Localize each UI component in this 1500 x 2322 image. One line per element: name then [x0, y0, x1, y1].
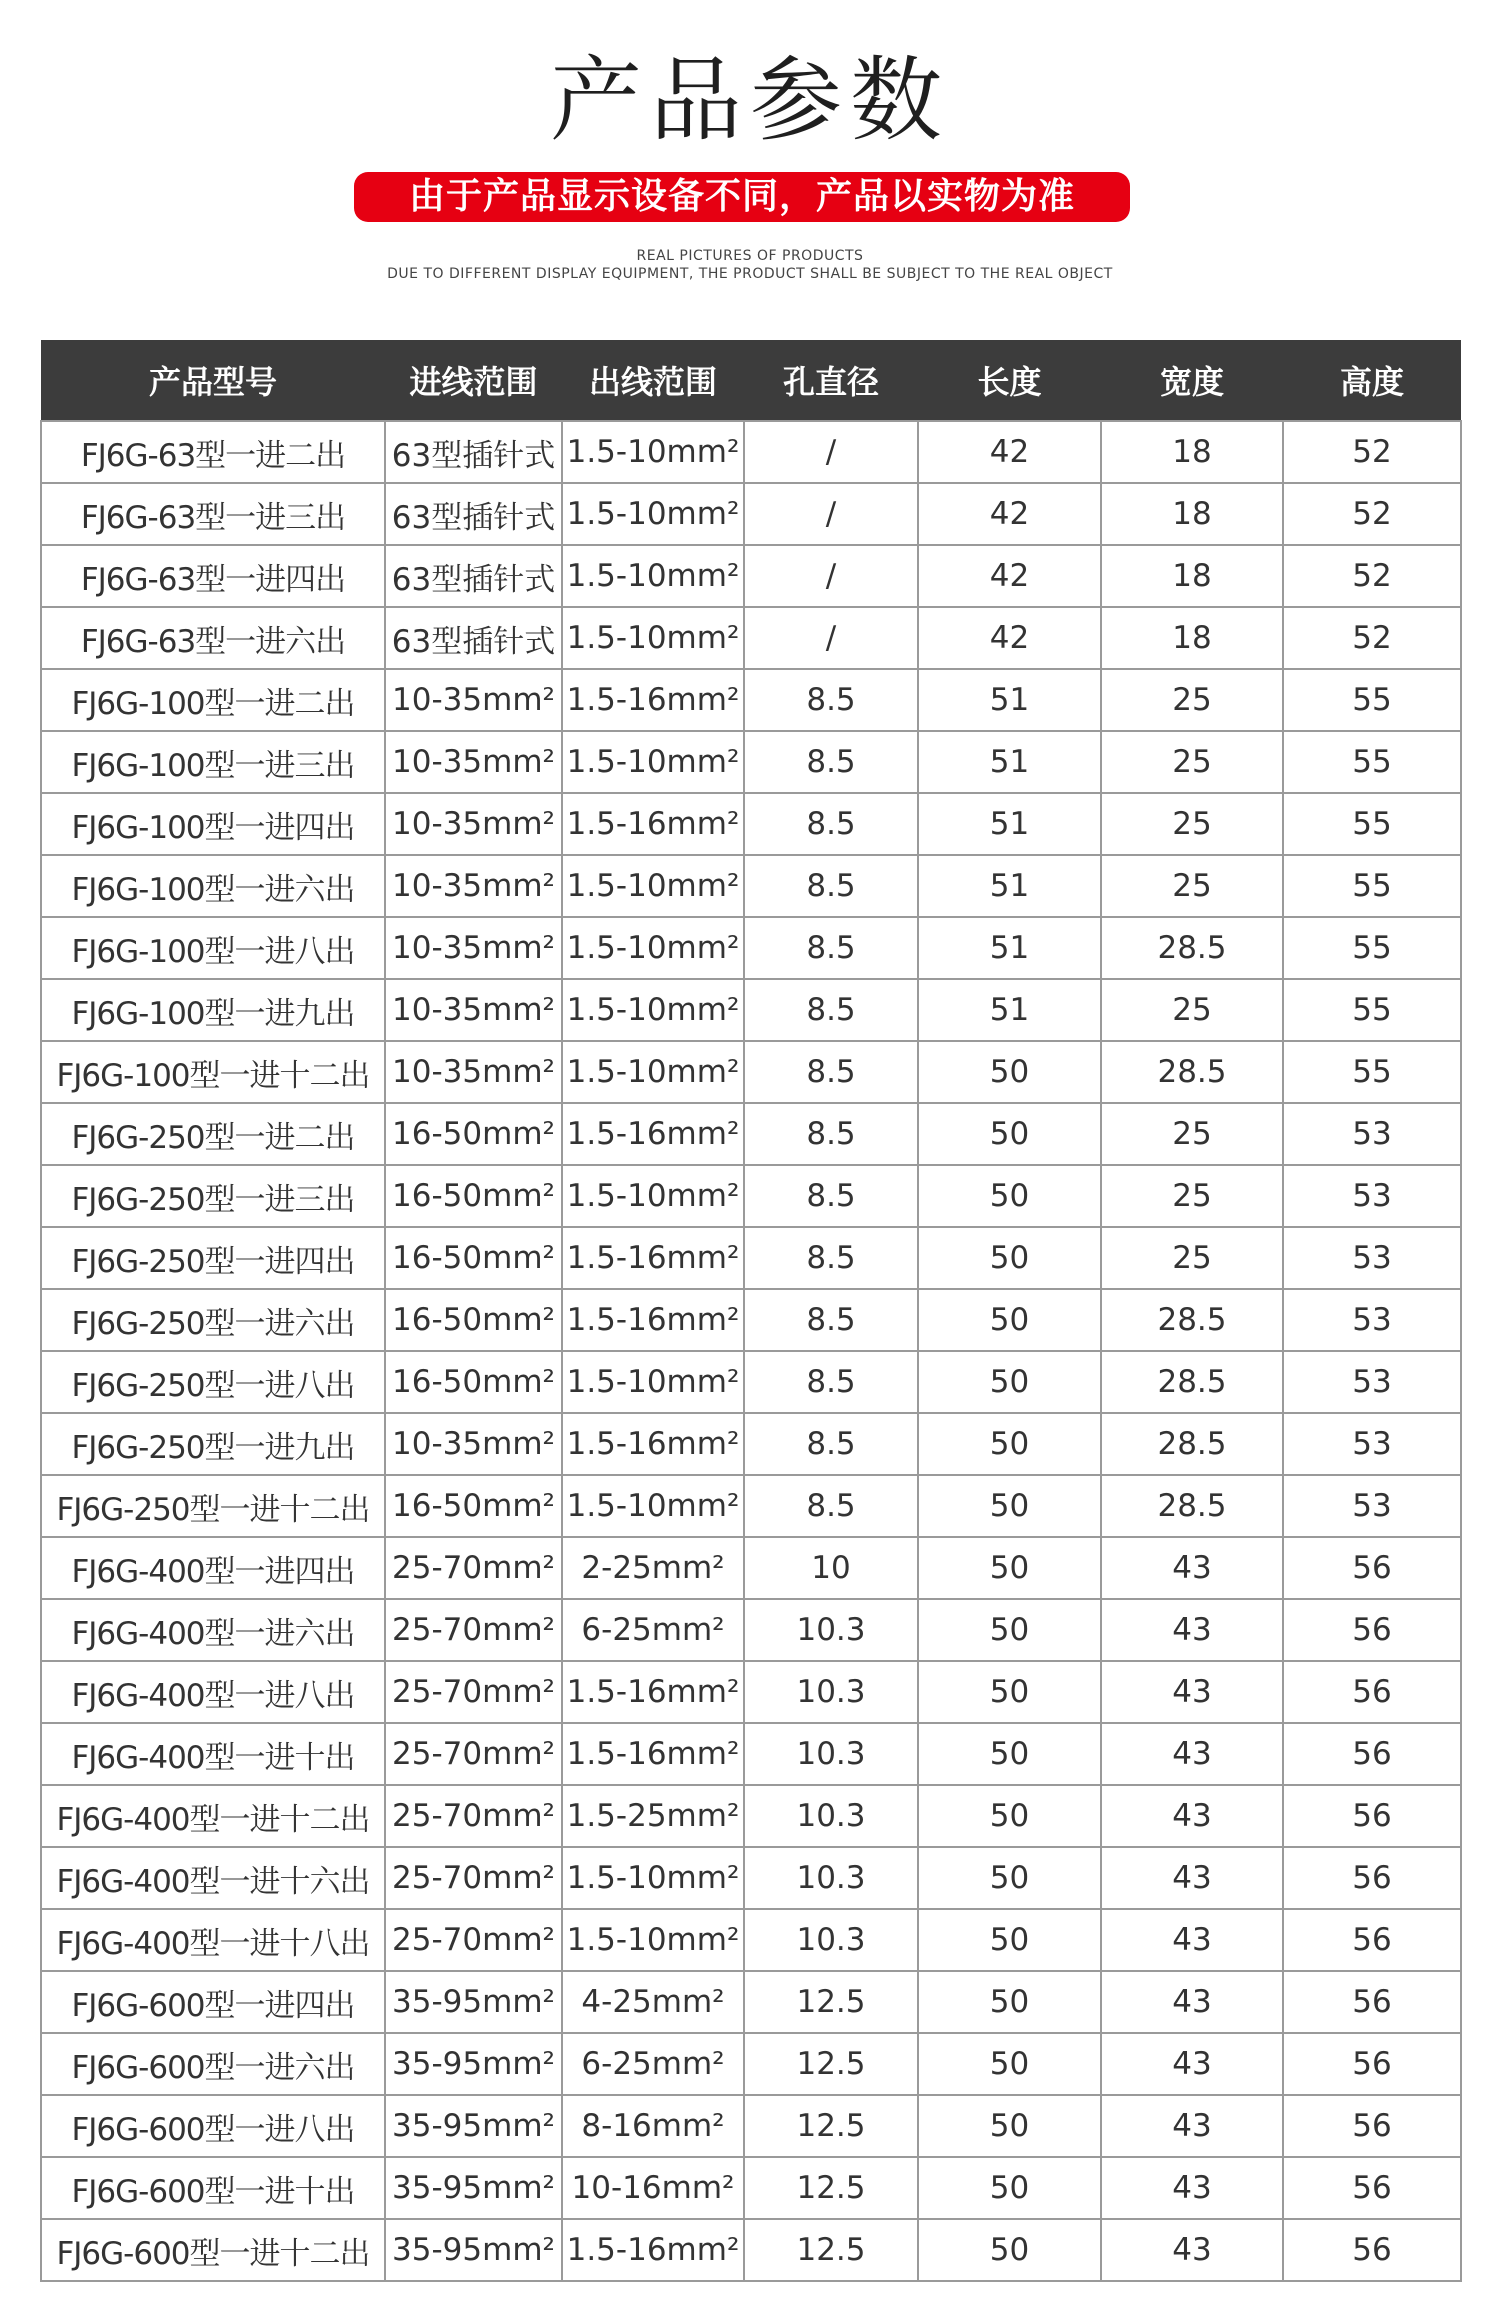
cell-width: 43 [1101, 2033, 1283, 2095]
cell-input-range: 10-35mm² [385, 1413, 562, 1475]
cell-width: 25 [1101, 1165, 1283, 1227]
cell-input-range: 16-50mm² [385, 1289, 562, 1351]
table-row [41, 1599, 1461, 1661]
table-row [41, 1723, 1461, 1785]
cell-length: 42 [918, 607, 1101, 669]
cell-height: 52 [1283, 607, 1461, 669]
table-row [41, 545, 1461, 607]
header-model: 产品型号 [41, 340, 385, 421]
cell-height: 53 [1283, 1103, 1461, 1165]
cell-output-range: 1.5-16mm² [562, 1661, 744, 1723]
cell-hole-diameter: 10.3 [744, 1661, 918, 1723]
cell-input-range: 10-35mm² [385, 979, 562, 1041]
cell-height: 53 [1283, 1351, 1461, 1413]
cell-input-range: 25-70mm² [385, 1847, 562, 1909]
cell-length: 50 [918, 2157, 1101, 2219]
cell-width: 25 [1101, 669, 1283, 731]
cell-height: 55 [1283, 793, 1461, 855]
cell-height: 52 [1283, 421, 1461, 483]
cell-model: FJ6G-600型一进八出 [41, 2095, 385, 2157]
cell-hole-diameter: 8.5 [744, 731, 918, 793]
cell-length: 51 [918, 793, 1101, 855]
cell-height: 56 [1283, 1847, 1461, 1909]
cell-hole-diameter: 8.5 [744, 793, 918, 855]
cell-model: FJ6G-63型一进六出 [41, 607, 385, 669]
cell-model: FJ6G-250型一进九出 [41, 1413, 385, 1475]
table-row [41, 2219, 1461, 2281]
cell-input-range: 63型插针式 [385, 607, 562, 669]
cell-width: 18 [1101, 607, 1283, 669]
cell-width: 43 [1101, 2157, 1283, 2219]
cell-input-range: 25-70mm² [385, 1661, 562, 1723]
cell-height: 56 [1283, 1971, 1461, 2033]
cell-hole-diameter: 10.3 [744, 1847, 918, 1909]
cell-output-range: 1.5-10mm² [562, 731, 744, 793]
cell-length: 51 [918, 669, 1101, 731]
header-input-range: 进线范围 [385, 340, 562, 421]
cell-input-range: 25-70mm² [385, 1599, 562, 1661]
cell-output-range: 6-25mm² [562, 2033, 744, 2095]
table-header-row [41, 340, 1461, 421]
cell-model: FJ6G-250型一进六出 [41, 1289, 385, 1351]
cell-height: 56 [1283, 2157, 1461, 2219]
cell-height: 52 [1283, 483, 1461, 545]
cell-hole-diameter: 8.5 [744, 1413, 918, 1475]
cell-output-range: 1.5-10mm² [562, 917, 744, 979]
cell-hole-diameter: / [744, 607, 918, 669]
cell-output-range: 1.5-10mm² [562, 979, 744, 1041]
cell-input-range: 25-70mm² [385, 1909, 562, 1971]
table-row [41, 2033, 1461, 2095]
cell-hole-diameter: 10.3 [744, 1723, 918, 1785]
table-row [41, 1103, 1461, 1165]
product-parameter-table [40, 340, 1462, 2282]
table-row [41, 1227, 1461, 1289]
cell-input-range: 10-35mm² [385, 731, 562, 793]
cell-model: FJ6G-250型一进三出 [41, 1165, 385, 1227]
cell-height: 56 [1283, 2033, 1461, 2095]
cell-hole-diameter: / [744, 483, 918, 545]
cell-width: 28.5 [1101, 1351, 1283, 1413]
cell-model: FJ6G-600型一进十二出 [41, 2219, 385, 2281]
table-row [41, 1971, 1461, 2033]
cell-width: 43 [1101, 2095, 1283, 2157]
table-row [41, 731, 1461, 793]
cell-width: 25 [1101, 793, 1283, 855]
cell-input-range: 10-35mm² [385, 855, 562, 917]
cell-input-range: 25-70mm² [385, 1785, 562, 1847]
cell-length: 50 [918, 1289, 1101, 1351]
cell-hole-diameter: 8.5 [744, 1289, 918, 1351]
cell-output-range: 1.5-16mm² [562, 2219, 744, 2281]
cell-model: FJ6G-400型一进十出 [41, 1723, 385, 1785]
cell-input-range: 63型插针式 [385, 421, 562, 483]
cell-model: FJ6G-400型一进十六出 [41, 1847, 385, 1909]
table-row [41, 1661, 1461, 1723]
cell-height: 56 [1283, 1661, 1461, 1723]
cell-input-range: 35-95mm² [385, 1971, 562, 2033]
cell-length: 42 [918, 483, 1101, 545]
cell-hole-diameter: / [744, 545, 918, 607]
cell-output-range: 4-25mm² [562, 1971, 744, 2033]
cell-height: 55 [1283, 979, 1461, 1041]
cell-model: FJ6G-63型一进三出 [41, 483, 385, 545]
cell-model: FJ6G-400型一进六出 [41, 1599, 385, 1661]
cell-output-range: 1.5-10mm² [562, 1909, 744, 1971]
cell-hole-diameter: 12.5 [744, 2095, 918, 2157]
cell-model: FJ6G-100型一进九出 [41, 979, 385, 1041]
cell-length: 50 [918, 1971, 1101, 2033]
table-row [41, 2157, 1461, 2219]
cell-width: 25 [1101, 731, 1283, 793]
table-row [41, 607, 1461, 669]
cell-output-range: 1.5-10mm² [562, 483, 744, 545]
table-row [41, 1785, 1461, 1847]
table-row [41, 1165, 1461, 1227]
cell-output-range: 1.5-16mm² [562, 1227, 744, 1289]
table-row [41, 1909, 1461, 1971]
cell-height: 53 [1283, 1413, 1461, 1475]
cell-length: 50 [918, 1847, 1101, 1909]
cell-length: 50 [918, 1227, 1101, 1289]
cell-height: 56 [1283, 1537, 1461, 1599]
cell-hole-diameter: 8.5 [744, 1103, 918, 1165]
cell-height: 56 [1283, 1599, 1461, 1661]
table-row [41, 1475, 1461, 1537]
cell-length: 50 [918, 1413, 1101, 1475]
cell-length: 42 [918, 545, 1101, 607]
cell-height: 56 [1283, 2095, 1461, 2157]
cell-width: 43 [1101, 2219, 1283, 2281]
cell-model: FJ6G-250型一进八出 [41, 1351, 385, 1413]
cell-width: 43 [1101, 1971, 1283, 2033]
cell-input-range: 10-35mm² [385, 1041, 562, 1103]
cell-length: 50 [918, 1475, 1101, 1537]
cell-input-range: 35-95mm² [385, 2033, 562, 2095]
cell-width: 43 [1101, 1537, 1283, 1599]
cell-output-range: 1.5-16mm² [562, 1289, 744, 1351]
table-row [41, 1041, 1461, 1103]
table-row [41, 483, 1461, 545]
cell-input-range: 10-35mm² [385, 669, 562, 731]
cell-length: 50 [918, 1041, 1101, 1103]
cell-input-range: 10-35mm² [385, 793, 562, 855]
cell-input-range: 16-50mm² [385, 1103, 562, 1165]
cell-input-range: 35-95mm² [385, 2095, 562, 2157]
cell-input-range: 35-95mm² [385, 2157, 562, 2219]
subtitle-english-line-2: DUE TO DIFFERENT DISPLAY EQUIPMENT, THE PRODUCT SHALL BE SUBJECT TO THE REAL OBJECT [387, 266, 1113, 282]
cell-model: FJ6G-600型一进六出 [41, 2033, 385, 2095]
cell-hole-diameter: 12.5 [744, 2033, 918, 2095]
cell-height: 56 [1283, 1785, 1461, 1847]
cell-hole-diameter: 10.3 [744, 1785, 918, 1847]
table-row [41, 421, 1461, 483]
header-width: 宽度 [1101, 340, 1283, 421]
table-row [41, 1289, 1461, 1351]
cell-height: 55 [1283, 855, 1461, 917]
cell-output-range: 10-16mm² [562, 2157, 744, 2219]
cell-hole-diameter: 8.5 [744, 669, 918, 731]
cell-model: FJ6G-100型一进六出 [41, 855, 385, 917]
cell-length: 51 [918, 917, 1101, 979]
cell-output-range: 8-16mm² [562, 2095, 744, 2157]
cell-length: 51 [918, 979, 1101, 1041]
cell-hole-diameter: 10 [744, 1537, 918, 1599]
cell-height: 56 [1283, 2219, 1461, 2281]
cell-length: 50 [918, 1103, 1101, 1165]
header-output-range: 出线范围 [562, 340, 744, 421]
cell-input-range: 16-50mm² [385, 1351, 562, 1413]
cell-model: FJ6G-400型一进十八出 [41, 1909, 385, 1971]
cell-hole-diameter: 12.5 [744, 2219, 918, 2281]
cell-output-range: 1.5-25mm² [562, 1785, 744, 1847]
cell-hole-diameter: / [744, 421, 918, 483]
cell-output-range: 1.5-16mm² [562, 793, 744, 855]
cell-input-range: 63型插针式 [385, 483, 562, 545]
cell-width: 28.5 [1101, 1413, 1283, 1475]
table-row [41, 855, 1461, 917]
cell-model: FJ6G-250型一进四出 [41, 1227, 385, 1289]
cell-length: 50 [918, 1165, 1101, 1227]
cell-output-range: 1.5-10mm² [562, 607, 744, 669]
cell-height: 55 [1283, 669, 1461, 731]
cell-hole-diameter: 10.3 [744, 1599, 918, 1661]
cell-width: 43 [1101, 1599, 1283, 1661]
table-row [41, 979, 1461, 1041]
cell-hole-diameter: 8.5 [744, 1041, 918, 1103]
cell-width: 43 [1101, 1661, 1283, 1723]
cell-height: 55 [1283, 731, 1461, 793]
cell-model: FJ6G-63型一进二出 [41, 421, 385, 483]
cell-width: 43 [1101, 1909, 1283, 1971]
cell-model: FJ6G-100型一进八出 [41, 917, 385, 979]
cell-model: FJ6G-400型一进十二出 [41, 1785, 385, 1847]
cell-output-range: 1.5-16mm² [562, 1723, 744, 1785]
cell-width: 18 [1101, 545, 1283, 607]
cell-width: 25 [1101, 979, 1283, 1041]
cell-length: 51 [918, 855, 1101, 917]
cell-output-range: 1.5-16mm² [562, 669, 744, 731]
table-row [41, 2095, 1461, 2157]
cell-output-range: 1.5-10mm² [562, 1351, 744, 1413]
cell-height: 53 [1283, 1475, 1461, 1537]
header-hole-diameter: 孔直径 [744, 340, 918, 421]
cell-length: 50 [918, 1661, 1101, 1723]
disclaimer-banner: 由于产品显示设备不同，产品以实物为准 [354, 172, 1130, 222]
cell-width: 43 [1101, 1723, 1283, 1785]
cell-hole-diameter: 8.5 [744, 1165, 918, 1227]
cell-height: 53 [1283, 1227, 1461, 1289]
cell-width: 43 [1101, 1785, 1283, 1847]
cell-length: 50 [918, 1785, 1101, 1847]
cell-length: 50 [918, 1599, 1101, 1661]
cell-input-range: 35-95mm² [385, 2219, 562, 2281]
cell-hole-diameter: 8.5 [744, 855, 918, 917]
cell-model: FJ6G-100型一进二出 [41, 669, 385, 731]
cell-hole-diameter: 8.5 [744, 1475, 918, 1537]
table-row [41, 1537, 1461, 1599]
cell-length: 50 [918, 2033, 1101, 2095]
cell-input-range: 16-50mm² [385, 1227, 562, 1289]
cell-width: 18 [1101, 483, 1283, 545]
cell-model: FJ6G-250型一进二出 [41, 1103, 385, 1165]
table-row [41, 1351, 1461, 1413]
cell-output-range: 1.5-10mm² [562, 545, 744, 607]
cell-length: 42 [918, 421, 1101, 483]
cell-output-range: 6-25mm² [562, 1599, 744, 1661]
cell-length: 50 [918, 1723, 1101, 1785]
cell-length: 50 [918, 2219, 1101, 2281]
cell-model: FJ6G-400型一进八出 [41, 1661, 385, 1723]
header-height: 高度 [1283, 340, 1461, 421]
cell-input-range: 25-70mm² [385, 1723, 562, 1785]
cell-output-range: 1.5-10mm² [562, 855, 744, 917]
cell-height: 53 [1283, 1289, 1461, 1351]
cell-output-range: 1.5-16mm² [562, 1103, 744, 1165]
cell-height: 55 [1283, 1041, 1461, 1103]
cell-hole-diameter: 12.5 [744, 2157, 918, 2219]
cell-input-range: 25-70mm² [385, 1537, 562, 1599]
cell-model: FJ6G-600型一进十出 [41, 2157, 385, 2219]
cell-height: 55 [1283, 917, 1461, 979]
cell-width: 43 [1101, 1847, 1283, 1909]
cell-height: 53 [1283, 1165, 1461, 1227]
cell-width: 28.5 [1101, 1475, 1283, 1537]
cell-length: 50 [918, 1351, 1101, 1413]
cell-height: 56 [1283, 1909, 1461, 1971]
cell-width: 28.5 [1101, 917, 1283, 979]
cell-hole-diameter: 8.5 [744, 1227, 918, 1289]
table-body [41, 421, 1461, 2281]
cell-width: 28.5 [1101, 1289, 1283, 1351]
cell-hole-diameter: 10.3 [744, 1909, 918, 1971]
cell-hole-diameter: 8.5 [744, 917, 918, 979]
cell-height: 52 [1283, 545, 1461, 607]
header-length: 长度 [918, 340, 1101, 421]
cell-model: FJ6G-100型一进四出 [41, 793, 385, 855]
cell-hole-diameter: 8.5 [744, 1351, 918, 1413]
cell-length: 50 [918, 1909, 1101, 1971]
cell-input-range: 16-50mm² [385, 1165, 562, 1227]
cell-output-range: 1.5-10mm² [562, 421, 744, 483]
cell-hole-diameter: 8.5 [744, 979, 918, 1041]
cell-model: FJ6G-100型一进十二出 [41, 1041, 385, 1103]
cell-length: 51 [918, 731, 1101, 793]
table-row [41, 669, 1461, 731]
table-row [41, 1847, 1461, 1909]
cell-length: 50 [918, 1537, 1101, 1599]
cell-input-range: 16-50mm² [385, 1475, 562, 1537]
cell-output-range: 2-25mm² [562, 1537, 744, 1599]
cell-height: 56 [1283, 1723, 1461, 1785]
cell-width: 25 [1101, 855, 1283, 917]
cell-length: 50 [918, 2095, 1101, 2157]
table-row [41, 793, 1461, 855]
cell-hole-diameter: 12.5 [744, 1971, 918, 2033]
cell-output-range: 1.5-10mm² [562, 1475, 744, 1537]
cell-input-range: 10-35mm² [385, 917, 562, 979]
cell-output-range: 1.5-10mm² [562, 1165, 744, 1227]
cell-model: FJ6G-600型一进四出 [41, 1971, 385, 2033]
table-row [41, 917, 1461, 979]
page-title: 产品参数 [549, 47, 950, 154]
cell-model: FJ6G-100型一进三出 [41, 731, 385, 793]
cell-output-range: 1.5-10mm² [562, 1847, 744, 1909]
cell-model: FJ6G-250型一进十二出 [41, 1475, 385, 1537]
cell-model: FJ6G-63型一进四出 [41, 545, 385, 607]
cell-width: 25 [1101, 1227, 1283, 1289]
cell-output-range: 1.5-10mm² [562, 1041, 744, 1103]
cell-input-range: 63型插针式 [385, 545, 562, 607]
cell-width: 18 [1101, 421, 1283, 483]
cell-model: FJ6G-400型一进四出 [41, 1537, 385, 1599]
subtitle-english-line-1: REAL PICTURES OF PRODUCTS [636, 248, 864, 264]
table-row [41, 1413, 1461, 1475]
cell-width: 28.5 [1101, 1041, 1283, 1103]
cell-output-range: 1.5-16mm² [562, 1413, 744, 1475]
cell-width: 25 [1101, 1103, 1283, 1165]
